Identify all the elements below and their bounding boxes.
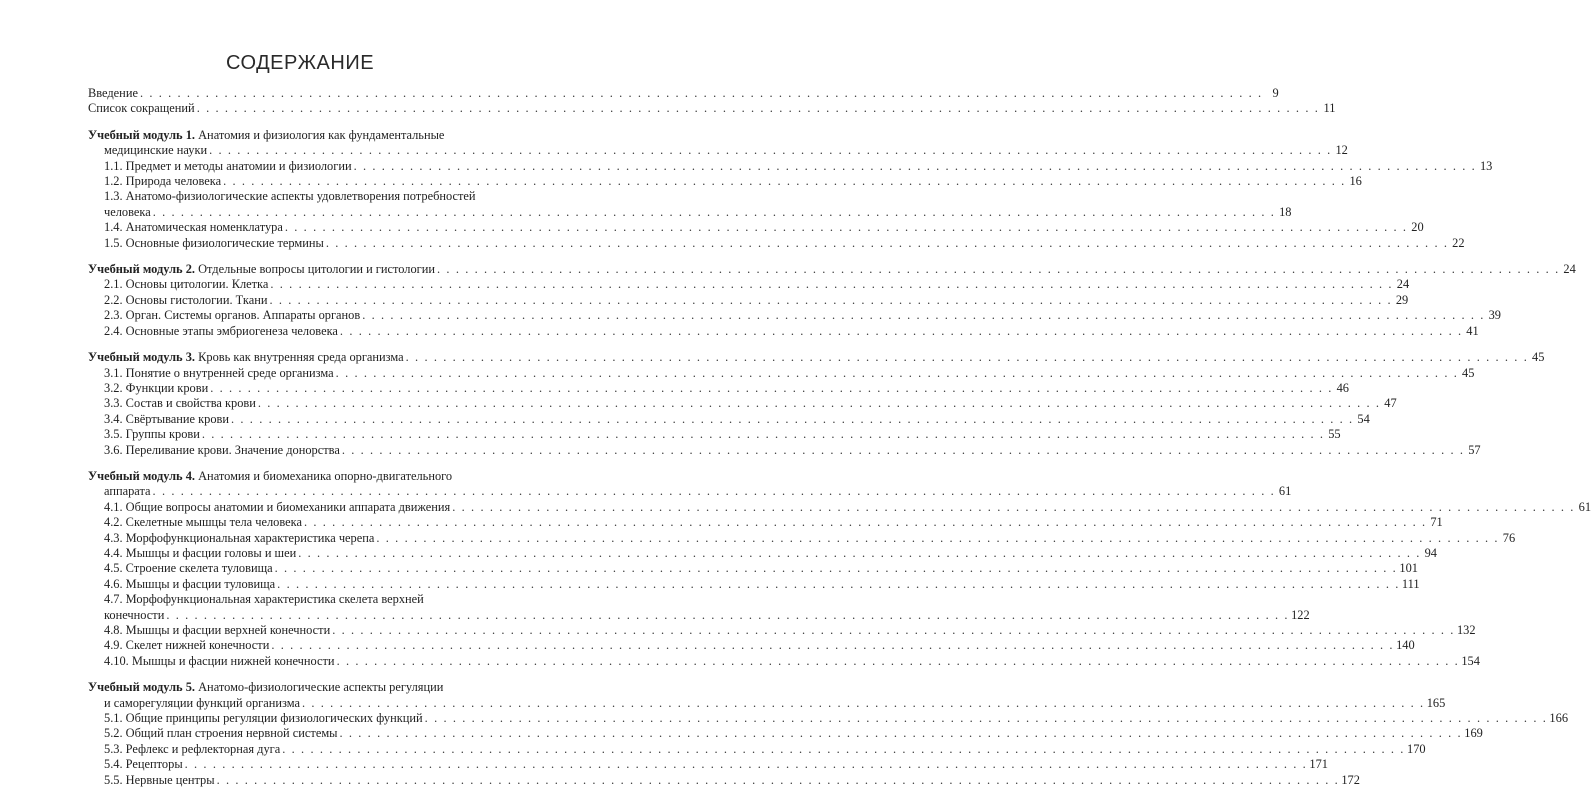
toc-entry[interactable] [88,638,1415,653]
leader-dots [337,654,1460,669]
toc-entry[interactable] [88,530,1516,546]
toc-entry[interactable] [88,741,1426,757]
entry-label: 3.3. Состав и свойства крови [104,396,256,411]
table-of-contents [88,86,1591,788]
module-title: Отдельные вопросы цитологии и гистологии [198,262,436,277]
module-title: Анатомия и биомеханика опорно-двигательного [198,468,453,483]
toc-entry[interactable] [88,380,1349,396]
toc-module [88,350,1545,458]
page-number: 45 [1532,350,1545,365]
entry-label: 2.4. Основные этапы эмбриогенеза человека [104,323,338,338]
entry-label: аппарата [104,484,151,499]
leader-dots [277,577,1400,592]
page-number: 76 [1502,530,1516,545]
toc-entry[interactable] [88,220,1424,235]
leader-dots [202,427,1325,442]
leader-dots [223,174,1346,189]
leader-dots [270,277,1393,292]
entry-label: 4.1. Общие вопросы анатомии и биомеханики аппарата движения [104,499,451,514]
leader-dots [153,484,1276,499]
leader-dots [166,608,1289,623]
module-label: Учебный модуль 5. [88,680,195,695]
entry-label: 4.2. Скелетные мышцы тела человека [104,515,302,530]
toc-entry[interactable] [88,365,1475,381]
page-number: 22 [1452,235,1465,250]
toc-entry[interactable] [88,411,1370,427]
toc-module [88,680,1569,788]
leader-dots [406,350,1529,365]
toc-entry[interactable] [88,427,1341,442]
module-heading[interactable] [88,469,510,484]
page-number: 39 [1488,308,1501,323]
entry-label: Введение [88,86,138,100]
toc-entry-cont[interactable] [88,607,1310,623]
leader-dots [340,324,1463,339]
entry-label: 3.1. Понятие о внутренней среде организма [104,365,334,380]
page-number: 71 [1430,515,1443,530]
entry-label [88,262,435,277]
toc-module [88,127,1493,251]
leader-dots [282,742,1405,757]
page-number: 171 [1309,757,1328,772]
entry-label: 4.5. Строение скелета туловища [104,561,273,576]
entry-label: 5.3. Рефлекс и рефлекторная дуга [104,741,281,756]
toc-entry[interactable] [88,396,1397,411]
leader-dots [197,101,1320,116]
leader-dots [209,143,1332,158]
toc-entry[interactable] [88,623,1476,638]
page-number: 24 [1396,277,1410,292]
entry-label: 5.2. Общий план строения нервной системы [104,726,338,741]
page-number: 9 [1272,86,1279,100]
entry-label: 3.6. Переливание крови. Значение донорства [104,442,340,457]
page-number: 12 [1335,143,1348,158]
leader-dots [425,711,1548,726]
toc-entry-front[interactable] [88,101,1336,116]
page-number: 18 [1279,204,1292,219]
toc-entry[interactable] [88,711,1569,726]
leader-dots [332,623,1455,638]
module-title: Кровь как внутренняя среда организма [198,350,404,365]
toc-module [88,262,1576,339]
leader-dots [153,205,1276,220]
page-number: 13 [1479,158,1493,173]
leader-dots [354,159,1477,174]
module-heading[interactable] [88,128,510,143]
leader-dots [336,366,1459,381]
leader-dots [210,381,1333,396]
page-number: 140 [1396,638,1415,653]
module-label: Учебный модуль 2. [88,262,195,277]
toc-entry-cont[interactable] [88,204,1292,220]
toc-entry[interactable] [88,277,1410,292]
page-number: 20 [1411,220,1424,235]
leader-dots [302,696,1425,711]
entry-label: 4.9. Скелет нижней конечности [104,638,270,653]
entry-label: 4.4. Мышцы и фасции головы и шеи [104,545,297,560]
entry-label [88,350,404,365]
page-number: 165 [1426,695,1446,710]
entry-label: 4.10. Мышцы и фасции нижней конечности [104,653,335,668]
page-number: 172 [1341,772,1360,787]
toc-entry[interactable]: 1.3. Анатомо-физиологические аспекты удовлетворения потребностей [104,189,476,204]
leader-dots [342,443,1465,458]
leader-dots [452,500,1575,515]
toc-entry[interactable] [88,653,1480,669]
toc-entry[interactable] [88,726,1483,741]
toc-entry-front[interactable] [88,86,1279,101]
module-heading[interactable] [88,680,510,695]
entry-label: 1.1. Предмет и методы анатомии и физиологии [104,158,352,173]
entry-label: 4.6. Мышцы и фасции туловища [104,576,276,591]
toc-entry[interactable]: 4.7. Морфофункциональная характеристика скелета верхней [104,592,424,607]
leader-dots [258,396,1381,411]
page-number: 154 [1461,653,1480,668]
page-number: 57 [1468,442,1481,457]
entry-label: медицинские науки [104,143,208,158]
entry-label: 2.3. Орган. Системы органов. Аппараты органов [104,308,361,323]
page-number: 166 [1549,711,1569,726]
page-number: 29 [1395,292,1409,307]
module-heading[interactable] [88,350,1545,365]
entry-label: 4.8. Мышцы и фасции верхней конечности [104,623,331,637]
toc-entry[interactable] [88,158,1493,174]
page-number: 132 [1456,623,1476,637]
module-heading-cont[interactable] [88,695,1446,711]
leader-dots [340,726,1463,741]
page-number: 111 [1401,576,1420,591]
page-number: 55 [1328,427,1341,442]
entry-label: 5.4. Рецепторы [104,757,183,772]
page-number: 122 [1291,607,1310,622]
entry-label: 3.4. Свёртывание крови [104,411,230,426]
leader-dots [140,86,1263,101]
leader-dots [271,638,1394,653]
entry-label: человека [104,204,151,219]
entry-label: Список сокращений [88,101,195,116]
entry-label: 4.3. Морфофункциональная характеристика черепа [104,530,375,545]
entry-label: 3.2. Функции крови [104,380,209,395]
entry-label: 2.1. Основы цитологии. Клетка [104,277,269,292]
toc-entry[interactable] [88,442,1481,458]
toc-entry[interactable] [88,308,1501,323]
entry-label: 1.4. Анатомическая номенклатура [104,220,283,235]
module-label: Учебный модуль 3. [88,350,195,365]
module-title: Анатомо-физиологические аспекты регуляции [198,680,444,695]
module-heading-cont[interactable] [88,484,1292,499]
toc-entry[interactable] [88,292,1409,308]
page-number: 47 [1384,396,1397,411]
toc-entry[interactable] [88,772,1360,788]
toc-entry[interactable] [88,576,1420,592]
page-number: 170 [1407,741,1426,756]
page-title: СОДЕРЖАНИЕ [225,52,375,74]
page-number: 61 [1278,484,1292,499]
toc-entry[interactable] [88,235,1465,251]
page-number: 11 [1323,101,1336,116]
page-number: 24 [1563,262,1576,277]
entry-label: 2.2. Основы гистологии. Ткани [104,292,268,307]
leader-dots [231,412,1354,427]
module-heading-cont[interactable] [88,143,1348,158]
entry-label: и саморегуляции функций организма [104,695,300,710]
toc-entry[interactable] [88,174,1362,189]
page-number: 94 [1424,545,1437,560]
toc-entry[interactable] [88,561,1418,576]
leader-dots [362,308,1485,323]
leader-dots [298,546,1421,561]
toc-entry[interactable] [88,757,1328,772]
module-label: Учебный модуль 4. [88,468,195,483]
module-label: Учебный модуль 1. [88,127,195,142]
leader-dots [285,220,1408,235]
toc-entry[interactable] [88,499,1591,515]
entry-label: 5.1. Общие принципы регуляции физиологических функций [104,711,423,726]
page-number: 45 [1462,365,1475,380]
entry-label: конечности [104,607,165,622]
leader-dots [326,236,1449,251]
leader-dots [270,293,1393,308]
page-number: 101 [1399,561,1418,576]
page-number: 46 [1336,380,1349,395]
toc-entry[interactable] [88,515,1443,530]
leader-dots [275,561,1398,576]
page-number: 61 [1578,499,1591,514]
module-title: Анатомия и физиология как фундаментальные [198,127,445,142]
toc-entry[interactable] [88,323,1479,339]
toc-module [88,468,1591,669]
leader-dots [217,773,1340,788]
entry-label: 1.5. Основные физиологические термины [104,235,324,250]
page-number: 41 [1466,323,1479,338]
page-number: 54 [1357,411,1370,426]
entry-label: 5.5. Нервные центры [104,772,215,787]
leader-dots [304,515,1427,530]
page-number: 16 [1349,174,1362,189]
leader-dots [437,262,1560,277]
toc-entry[interactable] [88,545,1437,561]
leader-dots [185,757,1308,772]
leader-dots [376,531,1499,546]
entry-label: 3.5. Группы крови [104,427,200,442]
module-heading[interactable] [88,262,1576,277]
entry-label: 1.2. Природа человека [104,174,222,189]
page-number: 169 [1464,726,1483,741]
